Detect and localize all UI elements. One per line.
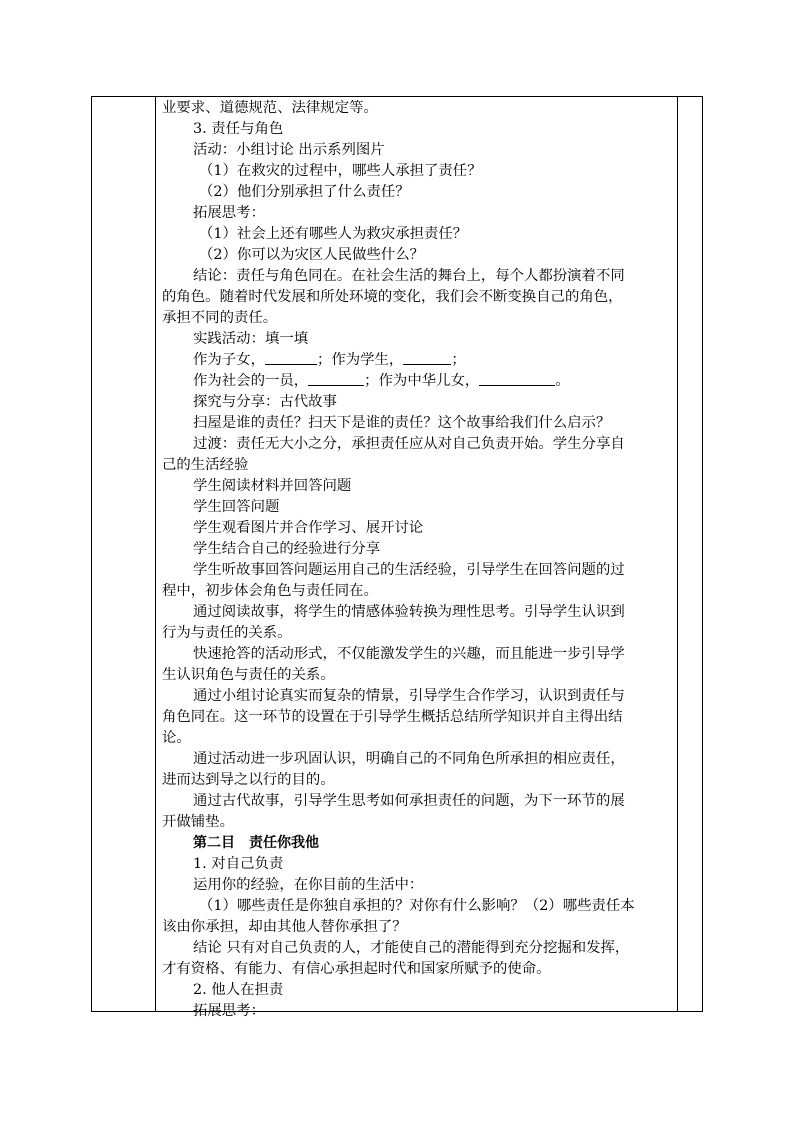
fill-label: 作为社会的一员， [193, 373, 309, 389]
fill-blank[interactable] [308, 371, 364, 386]
section-heading: 2. 他人在担责 [193, 982, 284, 998]
text-line: 运用你的经验，在你目前的生活中： [193, 877, 424, 893]
text-line: 己的生活经验 [162, 457, 249, 473]
conclusion-line: 结论：责任与角色同在。在社会生活的舞台上，每个人都扮演着不同 [193, 268, 625, 284]
fill-blank[interactable] [403, 350, 451, 365]
fill-label: 。 [555, 373, 570, 389]
text-line: 扫屋是谁的责任？扫天下是谁的责任？这个故事给我们什么启示？ [193, 415, 611, 431]
fill-label: ；作为学生， [316, 352, 404, 368]
section-heading: 1. 对自己负责 [193, 856, 284, 872]
question-line: （1）哪些责任是你独自承担的？对你有什么影响？（2）哪些责任本 [199, 898, 635, 914]
question-line: （1）社会上还有哪些人为救灾承担责任？ [199, 226, 468, 242]
text-line: 业要求、道德规范、法律规定等。 [162, 100, 378, 116]
design-intent-line: 通过小组讨论真实而复杂的情景，引导学生合作学习，认识到责任与 [193, 688, 625, 704]
conclusion-line: 承担不同的责任。 [162, 310, 278, 326]
question-line: （2）他们分别承担了什么责任？ [199, 184, 410, 200]
student-activity-line: 学生观看图片并合作学习、展开讨论 [193, 520, 424, 536]
fill-label: ； [451, 352, 466, 368]
question-line: （1）在救灾的过程中，哪些人承担了责任？ [199, 163, 482, 179]
text-line: 活动：小组讨论 出示系列图片 [193, 142, 385, 158]
fill-blank-line [193, 371, 570, 391]
text-line: 拓展思考： [193, 1003, 265, 1019]
design-intent-line: 角色同在。这一环节的设置在于引导学生概括总结所学知识并自主得出结 [162, 709, 623, 725]
fill-blank[interactable] [265, 350, 317, 365]
student-activity-line: 学生结合自己的经验进行分享 [193, 541, 381, 557]
question-line: （2）你可以为灾区人民做些什么？ [199, 247, 425, 263]
column-divider-right [677, 97, 678, 1011]
design-intent-line: 论。 [162, 730, 191, 746]
conclusion-line: 的角色。随着时代发展和所处环境的变化，我们会不断变换自己的角色， [162, 289, 623, 305]
design-intent-line: 通过古代故事，引导学生思考如何承担责任的问题，为下一环节的展 [193, 793, 625, 809]
fill-blank[interactable] [479, 371, 555, 386]
design-intent-line: 程中，初步体会角色与责任同在。 [162, 583, 378, 599]
fill-blank-line [193, 350, 466, 370]
design-intent-line: 学生听故事回答问题运用自己的生活经验，引导学生在回答问题的过 [193, 562, 625, 578]
conclusion-line: 才有资格、有能力、有信心承担起时代和国家所赋予的使命。 [162, 961, 551, 977]
text-line: 探究与分享：古代故事 [193, 394, 337, 410]
conclusion-line: 结论 只有对自己负责的人，才能使自己的潜能得到充分挖掘和发挥， [193, 940, 630, 956]
design-intent-line: 通过活动进一步巩固认识，明确自己的不同角色所承担的相应责任， [193, 751, 625, 767]
design-intent-line: 生认识角色与责任的关系。 [162, 667, 335, 683]
text-line: 拓展思考： [193, 205, 265, 221]
text-line: 过渡：责任无大小之分，承担责任应从对自己负责开始。学生分享自 [193, 436, 625, 452]
design-intent-line: 行为与责任的关系。 [162, 625, 292, 641]
subsection-title: 第二目 责任你我他 [193, 835, 319, 851]
column-divider-left [155, 97, 156, 1011]
text-line: 实践活动：填一填 [193, 331, 309, 347]
design-intent-line: 进而达到导之以行的目的。 [162, 772, 335, 788]
student-activity-line: 学生阅读材料并回答问题 [193, 478, 352, 494]
question-line: 该由你承担，却由其他人替你承担了？ [162, 919, 407, 935]
section-heading: 3. 责任与角色 [193, 121, 284, 137]
design-intent-line: 开做铺垫。 [162, 814, 234, 830]
student-activity-line: 学生回答问题 [193, 499, 280, 515]
design-intent-line: 通过阅读故事，将学生的情感体验转换为理性思考。引导学生认识到 [193, 604, 625, 620]
design-intent-line: 快速抢答的活动形式，不仅能激发学生的兴趣，而且能进一步引导学 [193, 646, 625, 662]
fill-label: ；作为中华儿女， [364, 373, 480, 389]
fill-label: 作为子女， [193, 352, 265, 368]
